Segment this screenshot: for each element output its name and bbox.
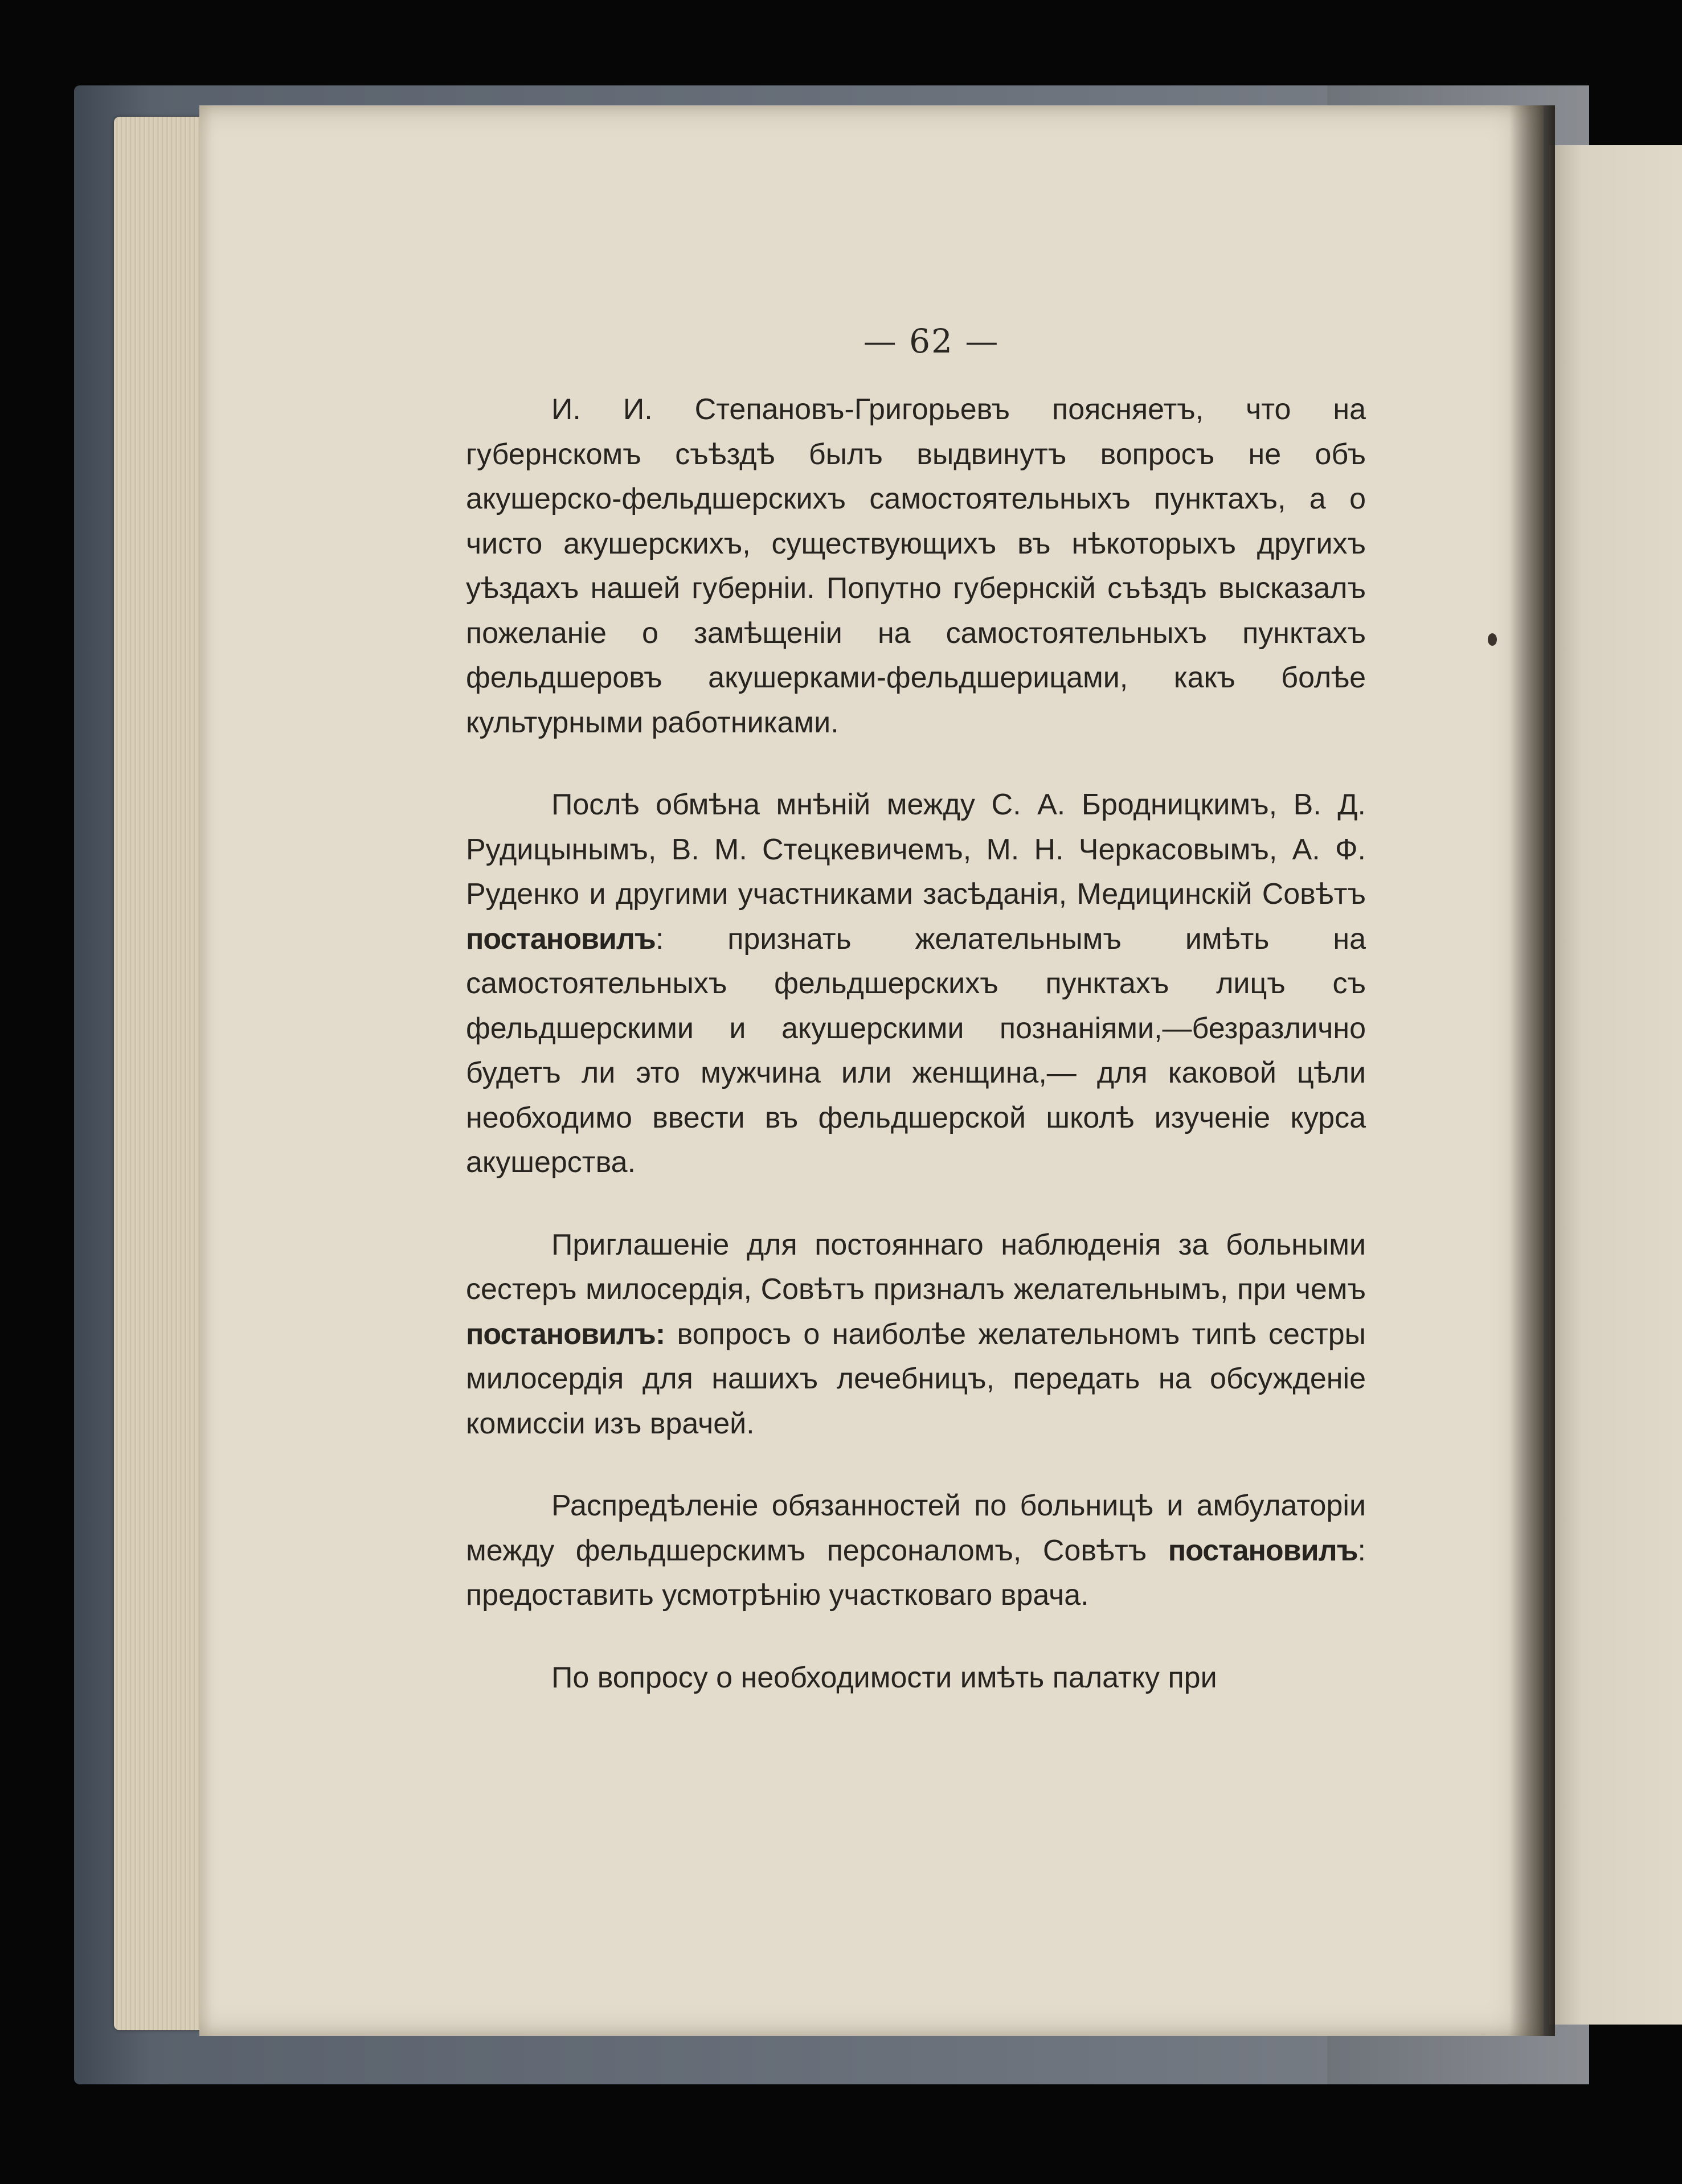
paragraph-text: По вопросу о необходимости имѣть палатку при xyxy=(551,1661,1217,1694)
paragraph-text: Приглашеніе для постояннаго наблюденія за больными сестеръ милосердія, Совѣтъ призналъ желательнымъ, при чемъ xyxy=(466,1228,1366,1306)
paragraph-5 xyxy=(466,1656,1366,1701)
page-number: — 62 — xyxy=(863,322,1000,360)
resolution-keyword: постановилъ xyxy=(466,922,656,956)
paragraph-text: И. И. Степановъ-Григорьевъ поясняетъ, что на губернскомъ съѣздѣ былъ выдвинутъ вопросъ не объ акушерско-фельдшерскихъ самостоятельныхъ пунктахъ, а о чисто акушерскихъ, существующихъ въ нѣкоторыхъ другихъ уѣздахъ нашей губерніи. Попутно губернскій съѣздъ высказалъ пожеланіе о замѣщеніи на самостоятельныхъ пунктахъ фельдшеровъ акушерками-фельдшерицами, какъ болѣе культурными работниками. xyxy=(466,393,1366,739)
paragraph-3 xyxy=(466,1223,1366,1447)
ink-spot xyxy=(1488,633,1497,646)
paragraph-text: : предоставить усмотрѣнію участковаго врача. xyxy=(466,1534,1366,1612)
resolution-keyword: постановилъ xyxy=(1168,1534,1358,1567)
paragraph-1 xyxy=(466,387,1366,745)
facing-page xyxy=(1549,145,1682,2025)
paragraph-text: Распредѣленіе обязанностей по больницѣ и амбулаторіи между фельдшерскимъ персоналомъ, Совѣтъ xyxy=(466,1489,1366,1567)
page-gutter xyxy=(1509,105,1555,2036)
resolution-keyword: постановилъ: xyxy=(466,1317,665,1351)
paragraph-text: : признать желательнымъ имѣть на самостоятельныхъ фельдшерскихъ пунктахъ лицъ съ фельдшерскими и акушерскими познаніями,—безразлично будетъ ли это мужчина или женщина,— для каковой цѣли необходимо ввести въ фельдшерской школѣ изученіе курса акушерства. xyxy=(466,922,1366,1179)
page-edges xyxy=(114,117,211,2030)
paragraph-2 xyxy=(466,782,1366,1185)
paragraph-4 xyxy=(466,1484,1366,1618)
paragraph-text: вопросъ о наиболѣе желательномъ типѣ сестры милосердія для нашихъ лечебницъ, передать на обсужденіе комиссіи изъ врачей. xyxy=(466,1317,1366,1440)
page-body xyxy=(466,387,1366,1700)
paragraph-text: Послѣ обмѣна мнѣній между С. А. Бродницкимъ, В. Д. Рудицынымъ, В. М. Стецкевичемъ, М. Н. Черкасовымъ, А. Ф. Руденко и другими участниками засѣданія, Медицинскій Совѣтъ xyxy=(466,788,1366,911)
